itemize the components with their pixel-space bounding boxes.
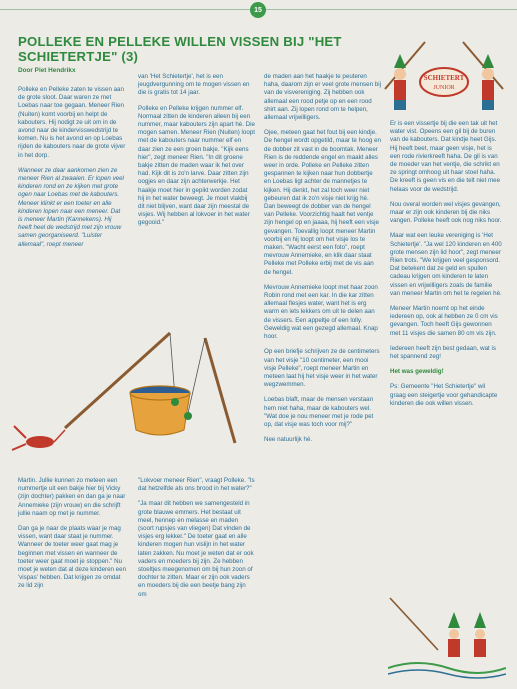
gnomes-sign-illustration [380,34,508,120]
paragraph: Polleke en Pelleke zaten te vissen aan de grote sloot. Daar waren ze met Loebas naar toe gegaan. Meneer Rien (Nuiten) komt voorbij en helpt de kabouters. Hij nodigt ze uit om in de avond naar de kindervisswedstrijd te komen. Nu is het avond en op Loebas rijden de kabouters naar de grote vijver in het dorp. [18,86,126,159]
article-column-1 [18,86,126,256]
paragraph: Iedereen heeft zijn best gedaan, wat is het spannend zeg! [390,344,496,361]
svg-text:SCHIETERT: SCHIETERT [423,74,465,82]
paragraph: Loebas blaft, maar de mensen verstaan hem niet haha, maar de kabouters wel. "Wat doe je nou meneer met je rode pet op, dat visje was toch voor mij?" [264,396,374,428]
paragraph: "Ja maar dit hebben we samengesteld in grote blauwe emmers. Het bestaat uit meel, hennep en melasse en maden (soort rupsjes van vliegen) Dat vinden de visjes erg lekker." De toeter gaat en alle kinderen mogen hun vislijn in het water laten zakken. Nu moet je weten dat er ook vaders en moeders bij zijn. Ze hebben stoeltjes meegenomen om bij hun zoon of dochter te zitten. Maar er zijn ook vaders en moeders bij die een beetje bang zijn om [138,500,254,598]
paragraph: Ps: Gemeente "Het Schietertje" wil graag een steigertje voor gehandicapte kinderen die ook willen vissen. [390,383,498,407]
svg-text:JUNIOR: JUNIOR [433,85,455,91]
article-column-3 [264,73,381,451]
paragraph: Het was geweldig! [390,368,444,376]
paragraph: Op een briefje schrijven ze de centimeters van het visje "10 centimeter, een mooi visje Pelleke", roept meneer Martin en meteen laat hij het visje weer in het water wegzwemmen. [264,348,380,389]
paragraph: van 'Het Schietertje', het is een jeugdvergunning om te mogen vissen en die is gratis tot 14 jaar. [138,73,250,97]
paragraph: Martin. Jullie kunnen zo meteen een nummertje uit een bakje hier bij Vicky (zijn dochter) pakken en dan ga je naar Annemieke (zijn vrouw) en die schrijft jullie naam op met je nummer. [18,477,126,517]
article-column-1-continued [18,477,126,598]
paragraph: Polleke en Pelleke krijgen nummer elf. Normaal zitten de kinderen alleen bij een nummer, maar kabouters zijn apart hè. Die mogen samen. Meneer Rien (Nuiten) loopt met de kabouters naar nummer elf en daar zien ze een groen bakje. "Kijk eens hier", zegt meneer Rien. "In dit groene bakje zitten de maden waar ik het over had. Kijk dit is zo'n larve. Daar zitten zijn oogjes en daar zijn achterwerkje. Het haakje moet hier in gepikt worden zodat hij in het water beweegt. Je moet vlakbij dit niet blijven, want daar zijn meestal de visjes. Wij hebben al lokvoer in het water gegooid." [138,104,255,227]
gnomes-fishing-illustration [388,588,506,680]
article-column-4 [390,120,502,415]
paragraph: Nee natuurlijk hè. [264,436,313,444]
paragraph: Er is een vissertje bij die een tak uit het water vist. Opeens een gil bij de buren van de kabouters. Dat kindje heet Gijs. Hij heeft beet, maar geen visje, het is een rode rivierkreeft haha. De gil is van de moeder van het ventje, die schrikt en ze springt omhoog uit haar stoel haha. De kreeft is geen vis en die telt niet mee helaas voor de wedstrijd. [390,120,501,193]
fishing-illustration [10,318,260,470]
byline: Door Piet Hendrikx [18,67,76,74]
paragraph: Meneer Martin noemt op het einde iedereen op, ook al hebben ze 0 cm vis gevangen. Toch heeft Gijs gewonnen met 11 visjes die samen 80 cm vis zijn. [390,305,498,337]
paragraph: Wanneer ze daar aankomen zien ze meneer Rien al zwaaien. Er lopen veel kinderen rond en ze kijken met grote ogen naar Loebas met de kabouters. Meneer klinkt er een toeter en alle kinderen lopen naar een meneer. Dat is meneer Martin (Kannekens). Hij heeft heel de wedstrijd met zijn vrouw samen georganiseerd. "Luister allemaal", roept meneer [18,166,124,248]
paragraph: Nou overal worden wel visjes gevangen, maar er zijn ook kinderen bij die niks vangen. Polleke heeft ook nog niks hoor. [390,200,502,225]
article-column-2-continued [138,477,255,606]
article-column-2 [138,73,255,235]
page-number-badge: 15 [250,2,266,18]
paragraph: Ojee, meteen gaat het fout bij een kindje. De hengel wordt opgetild, maar te hoog en de dobber zit vast in de boomtak. Meneer Rien is de reddende engel en maakt alles weer in orde. Polleke en Pelleke zitten gespannen te kijken naar hun dobbertje en Loebas ligt achter de mannetjes te kijken. Hij denkt, het zal toch weer niet gebeuren dat ik zo'n visje niet krijg hè. Dan beweegt de dobber van de hengel van Pelleke. Voorzichtig haalt het ventje zijn hengel op en jaaaa, hij heeft een visje gevangen. Toevallig loopt meneer Martin voorbij en hij loopt om het visje los te maken. "Wacht eerst een foto", roept mevrouw Annemieke, en klik daar staat Pelleke met Polleke erbij met de vis aan de hengel. [264,129,381,276]
crayfish-drawing [12,426,65,450]
paragraph: Mevrouw Annemieke loopt met haar zoon Robin rond met een kar. In die kar zitten allemaal flesjes water, want het is erg warm en iets lekkers om uit te delen aan de vissers. Een appeltje of een lolly. Geweldig wat een gezegd allemaal. Knap hoor. [264,283,378,341]
paragraph: de maden aan het haakje te peuteren haha, daarom zijn er veel grote mensen bij van de visvereniging. Zij hebben ook allemaal een rood petje op en een rood shirt aan. Zij lopen rond om te helpen, allemaal vrijwilligers. [264,73,381,122]
paragraph: "Lokvoer meneer Rien", vraagt Polleke. "Is dat hetzelfde als ons brood in het water?" [138,477,255,493]
headline: POLLEKE EN PELLEKE WILLEN VISSEN BIJ "HET SCHIETERTJE" (3) [18,34,342,64]
paragraph: Dan ga je naar de plaats waar je mag vissen, want daar staat je nummer. Wanneer de toeter weer gaat mag je beginnen met vissen en wanneer de toeter weer gaat moet je stoppen." Nu moet je weten dat al deze kinderen een 'vispas' hebben. Dat krijgen ze omdat ze lid zijn [18,525,127,590]
paragraph: Maar wat een leuke vereniging is 'Het Schietertje'. "Ja wel 120 kinderen en 400 grote mensen zijn lid hoor", zegt meneer Rien trots. "We krijgen veel gesponsord. Dat betekent dat ze geld en spullen cadeau krijgen om kinderen te laten vissen en vrijwilligers zoals de familie van meneer Martin om het te regelen hè. [390,232,502,297]
